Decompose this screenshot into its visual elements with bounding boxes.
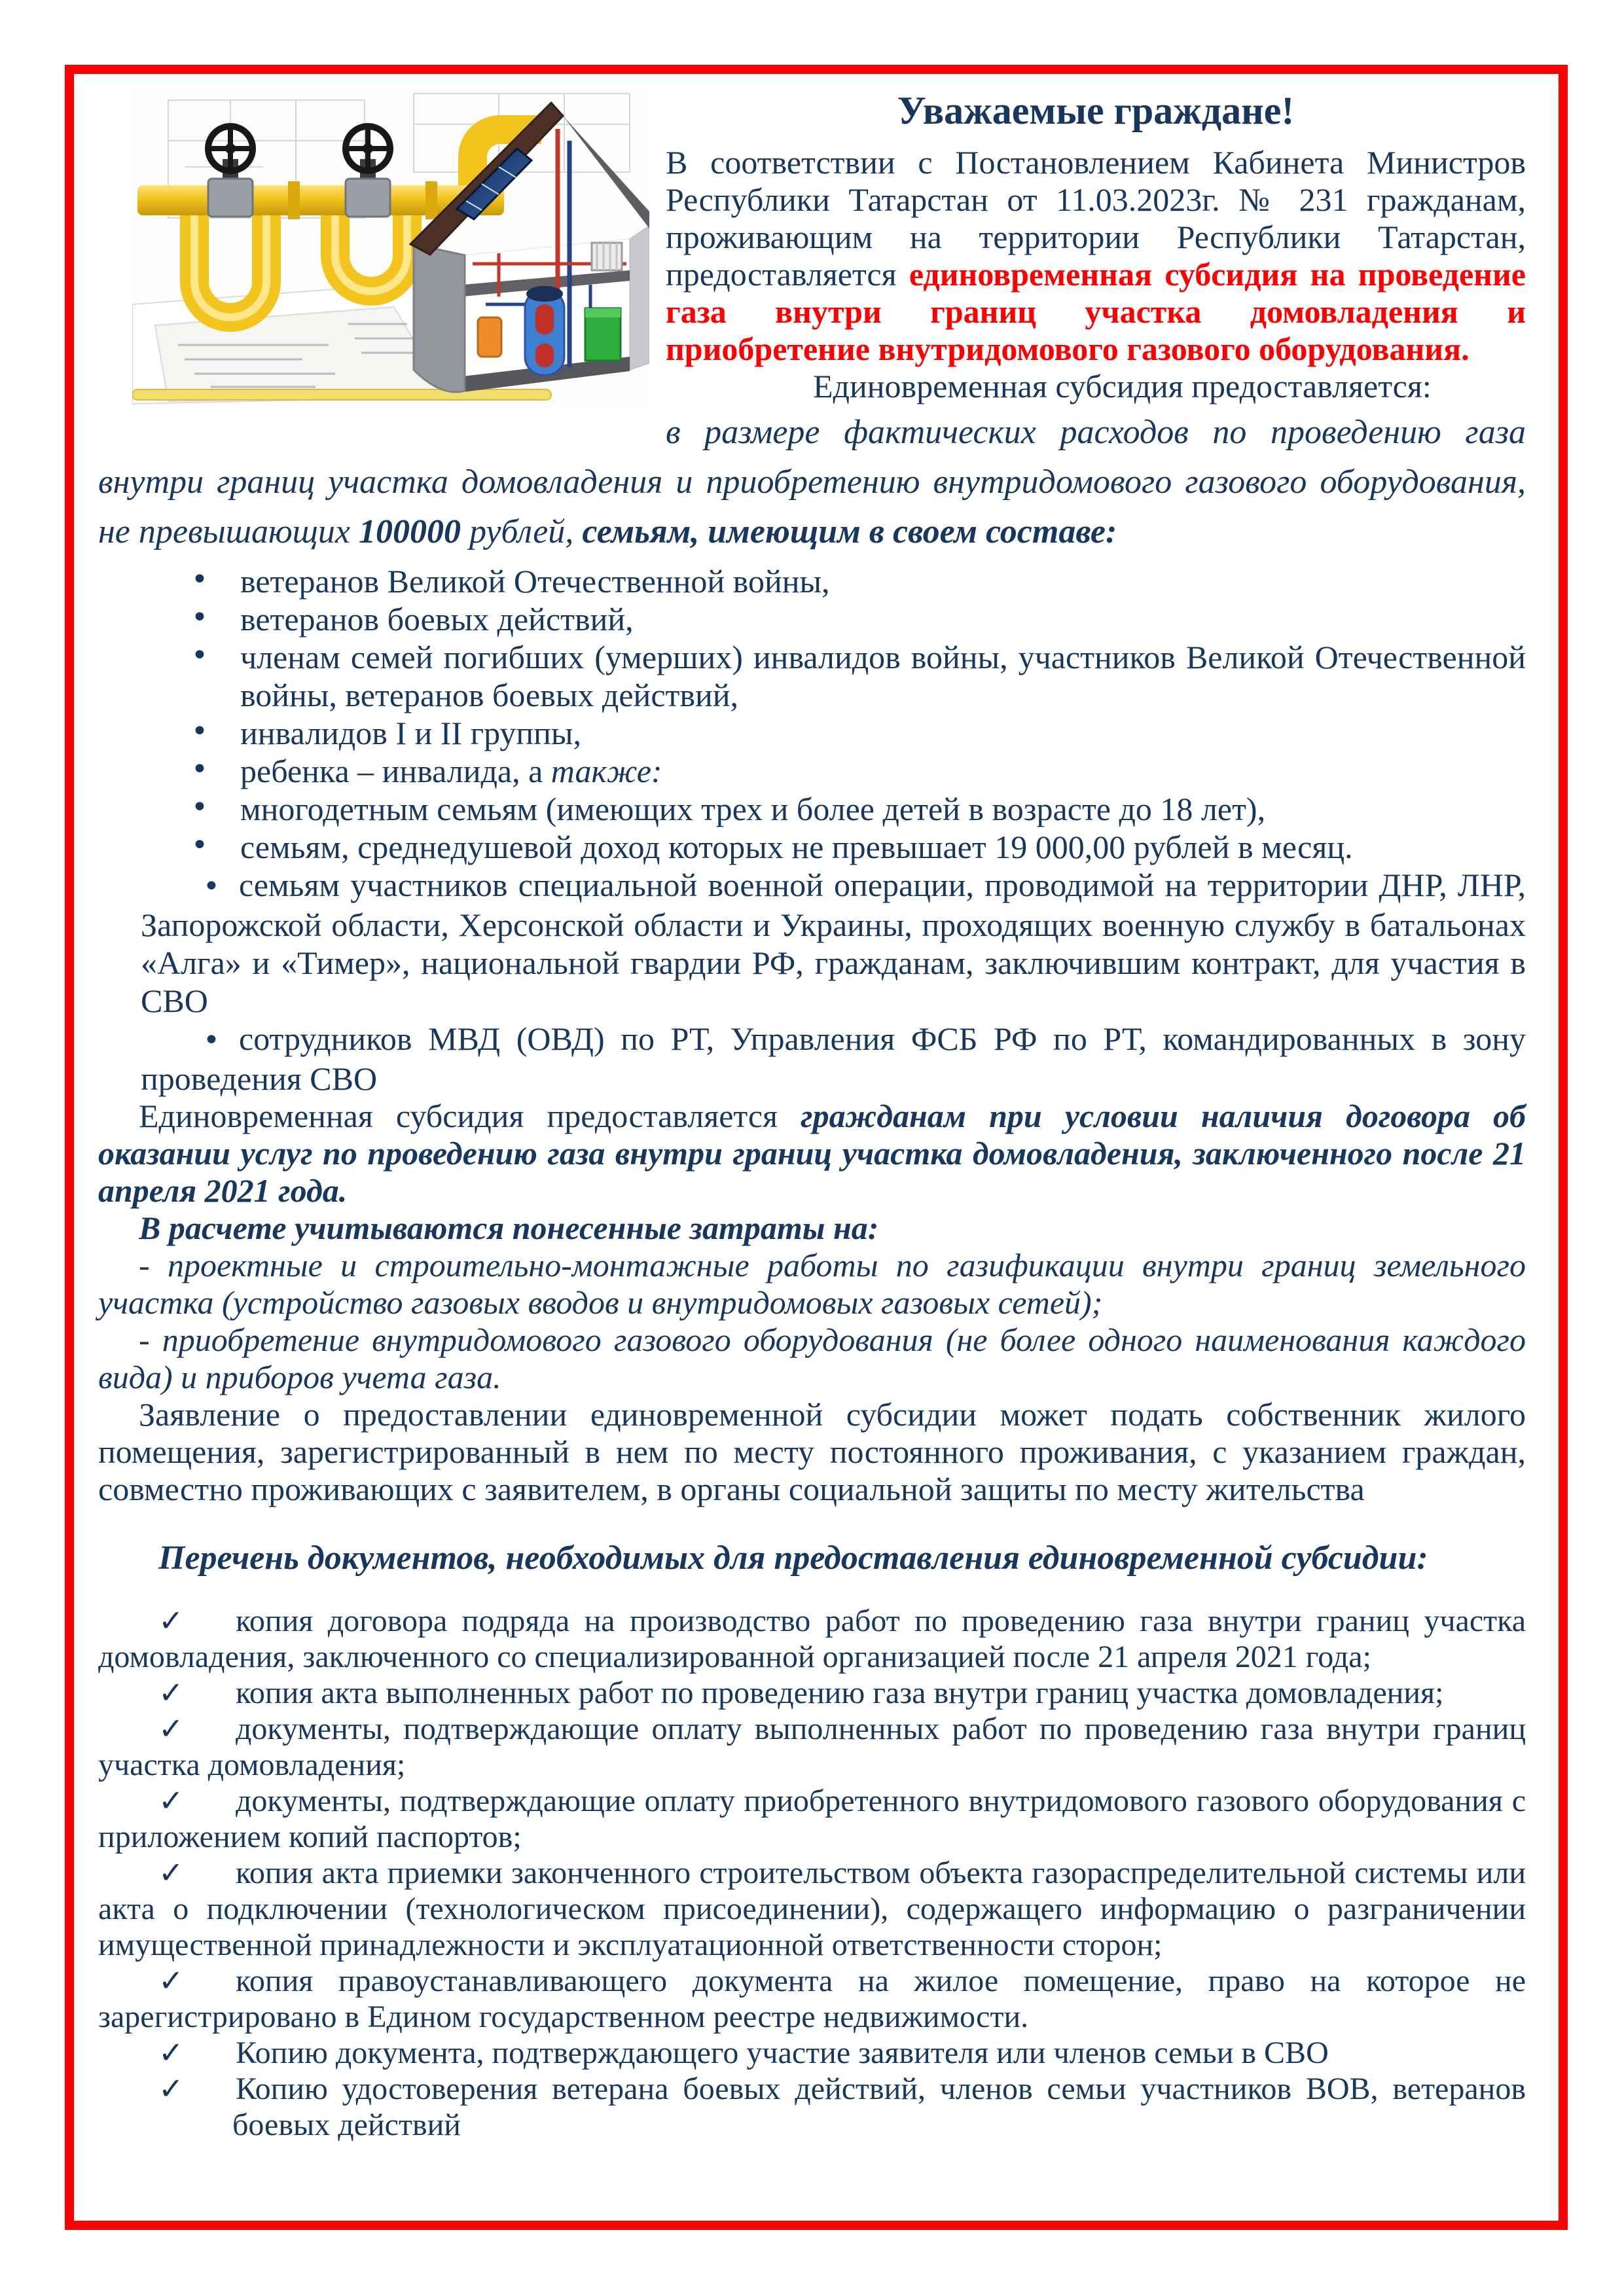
subsidy-amount: 100000 bbox=[359, 513, 461, 550]
check-icon: ✓ bbox=[158, 1603, 184, 1638]
flyer-content bbox=[74, 74, 1559, 2221]
list-item: • членам семей погибших (умерших) инвалидов войны, участников Великой Отечественной войны, ветеранов боевых действий, bbox=[191, 638, 1526, 714]
check-item: ✓ копия правоустанавливающего документа на жилое помещение, право на которое не зарегистрировано в Едином государственном реестре недвижимости. bbox=[98, 1963, 1526, 2034]
check-item: ✓ копия договора подряда на производство работ по проведению газа внутри границ участка домовладения, заключенного со специализированной организацией после 21 апреля 2021 года; bbox=[98, 1603, 1526, 1674]
bullet-icon: • bbox=[191, 639, 208, 672]
intro-text: В соответствии с Постановлением Кабинета Министров Республики Татарстан от 11.03.2023г. № 231 гражданам, проживающим на территории Республики Татарстан, предоставляется bbox=[666, 144, 1526, 293]
bullet-icon: • bbox=[191, 715, 208, 748]
bullet-icon: • bbox=[203, 870, 220, 903]
bullet-icon: • bbox=[191, 753, 208, 786]
expense-item-equipment: - приобретение внутридомового газового оборудования (не более одного наименования каждого вида) и приборов учета газа. bbox=[98, 1321, 1526, 1395]
check-icon: ✓ bbox=[158, 1855, 184, 1890]
mvd-staff-item: • сотрудников МВД (ОВД) по РТ, Управления ФСБ РФ по РТ, командированных в зону проведения СВО bbox=[141, 1020, 1526, 1097]
check-icon: ✓ bbox=[158, 1675, 184, 1710]
list-item: • ветеранов Великой Отечественной войны, bbox=[191, 562, 1526, 600]
check-item: ✓ копия акта выполненных работ по проведению газа внутри границ участка домовладения; bbox=[158, 1675, 1444, 1710]
list-item: • инвалидов I и II группы, bbox=[191, 714, 1526, 752]
generator-box bbox=[585, 308, 621, 361]
subsidy-size-paragraph: в размере фактических расходов по проведению газа внутри границ участка домовладения и приобретению внутридомового газового оборудования, не превышающих 100000 рублей, семьям, имеющим в своем составе: bbox=[98, 414, 1526, 550]
gas-boiler bbox=[478, 317, 501, 357]
check-item: ✓ документы, подтверждающие оплату приобретенного внутридомового газового оборудования с приложением копий паспортов; bbox=[98, 1783, 1526, 1854]
application-paragraph: Заявление о предоставлении единовременной субсидии может подать собственник жилого помещения, зарегистрированный в нем по месту постоянного проживания, с указанием граждан, совместно проживающих с заявителем, в органы социальной защиты по месту жительства bbox=[98, 1396, 1526, 1507]
check-item: ✓ Копию удостоверения ветерана боевых действий, членов семьи участников ВОВ, ветеранов боевых действий bbox=[158, 2071, 1526, 2142]
contract-condition-paragraph: Единовременная субсидия предоставляется гражданам при условии наличия договора об оказании услуг по проведению газа внутри границ участка домовладения, заключенного после 21 апреля 2021 года. bbox=[98, 1098, 1526, 1209]
documents-heading: Перечень документов, необходимых для предоставления единовременной субсидии: bbox=[158, 1539, 1428, 1577]
house-gable-wall bbox=[630, 226, 649, 370]
check-item: ✓ Копию документа, подтверждающего участие заявителя или членов семьи в СВО bbox=[158, 2035, 1329, 2070]
list-item: • многодетным семьям (имеющих трех и более детей в возрасте до 18 лет), bbox=[191, 790, 1526, 828]
bullet-icon: • bbox=[191, 829, 208, 862]
check-icon: ✓ bbox=[158, 1711, 184, 1746]
house-cut-wall bbox=[414, 244, 465, 392]
subsidy-availability-line: Единовременная субсидия предоставляется: bbox=[813, 368, 1432, 404]
check-item: ✓ документы, подтверждающие оплату выполненных работ по проведению газа внутри границ участка домовладения; bbox=[98, 1711, 1526, 1782]
check-icon: ✓ bbox=[158, 2071, 184, 2106]
check-item: ✓ копия акта приемки законченного строительством объекта газораспределительной системы или акта о подключении (технологическом присоединении), содержащего информацию о разграничении имущественной принадлежности и эксплуатационной ответственности сторон; bbox=[98, 1855, 1526, 1962]
red-border-frame bbox=[65, 65, 1568, 2230]
gas-infrastructure-illustration bbox=[132, 88, 649, 408]
bullet-icon: • bbox=[191, 563, 208, 596]
check-icon: ✓ bbox=[158, 1963, 184, 1998]
expense-item-works: - проектные и строительно-монтажные работы по газификации внутри границ земельного участка (устройство газовых вводов и внутридомовых газовых сетей); bbox=[98, 1247, 1526, 1321]
page-title: Уважаемые граждане! bbox=[897, 89, 1295, 132]
bullet-icon: • bbox=[191, 601, 208, 634]
list-item: • ветеранов боевых действий, bbox=[191, 600, 1526, 638]
intro-highlight: единовременная субсидия на проведение газа внутри границ участка домовладения и приобретение внутридомового газового оборудования. bbox=[666, 256, 1526, 367]
bullet-icon: • bbox=[203, 1024, 220, 1057]
document-checklist bbox=[98, 1603, 1526, 2143]
beneficiaries-list bbox=[98, 562, 1526, 866]
list-item: • ребенка – инвалида, а также: bbox=[191, 752, 1526, 790]
expenses-heading: В расчете учитываются понесенные затраты на: bbox=[139, 1210, 879, 1246]
water-heater bbox=[525, 286, 564, 375]
pencil bbox=[132, 389, 551, 400]
list-item: • семьям, среднедушевой доход которых не превышает 19 000,00 рублей в месяц. bbox=[191, 828, 1526, 866]
check-icon: ✓ bbox=[158, 2035, 184, 2070]
svo-families-item: • семьям участников специальной военной операции, проводимой на территории ДНР, ЛНР, Запорожской области, Херсонской области и Украины, проходящих военную службу в батальонах «Алга» и «Тимер», национальной гвардии РФ, гражданам, заключившим контракт, для участия в СВО bbox=[141, 867, 1526, 1019]
bullet-icon: • bbox=[191, 791, 208, 824]
check-icon: ✓ bbox=[158, 1783, 184, 1818]
